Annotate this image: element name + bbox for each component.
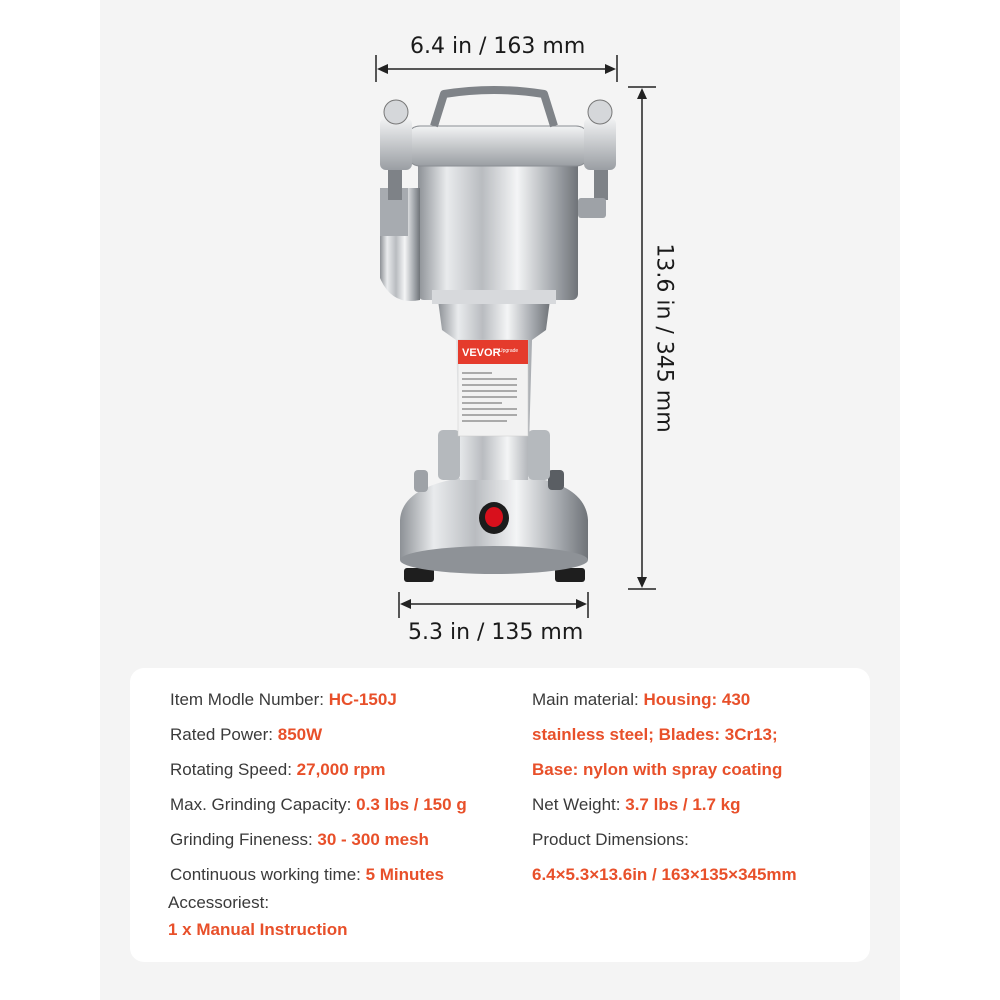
spec-material-line3: Base: nylon with spray coating xyxy=(532,760,783,779)
spec-dimensions-label: Product Dimensions: xyxy=(532,830,689,849)
svg-text:VEVOR: VEVOR xyxy=(462,347,501,359)
spec-weight: Net Weight: 3.7 lbs / 1.7 kg xyxy=(532,795,741,814)
spec-working-time: Continuous working time: 5 Minutes xyxy=(170,865,444,884)
spec-fineness: Grinding Fineness: 30 - 300 mesh xyxy=(170,830,429,849)
spec-material-line2: stainless steel; Blades: 3Cr13; xyxy=(532,725,778,744)
spec-speed: Rotating Speed: 27,000 rpm xyxy=(170,760,386,779)
spec-capacity: Max. Grinding Capacity: 0.3 lbs / 150 g xyxy=(170,795,467,814)
spec-card xyxy=(130,668,870,962)
svg-text:Upgrade: Upgrade xyxy=(499,348,519,354)
spec-accessories-label: Accessoriest: xyxy=(168,893,270,912)
spec-model: Item Modle Number: HC-150J xyxy=(170,690,397,709)
spec-power: Rated Power: 850W xyxy=(170,725,323,744)
spec-accessories-value: 1 x Manual Instruction xyxy=(168,920,348,939)
spec-material: Main material: Housing: 430 xyxy=(532,690,751,709)
width-dimension-arrow xyxy=(376,55,617,82)
depth-dimension-arrow xyxy=(399,592,588,618)
spec-dimensions-value: 6.4×5.3×13.6in / 163×135×345mm xyxy=(532,865,797,884)
height-dimension-label: 13.6 in / 345 mm xyxy=(651,243,677,433)
depth-dimension-label: 5.3 in / 135 mm xyxy=(408,620,584,645)
width-dimension-label: 6.4 in / 163 mm xyxy=(410,34,586,59)
power-switch xyxy=(479,502,509,534)
